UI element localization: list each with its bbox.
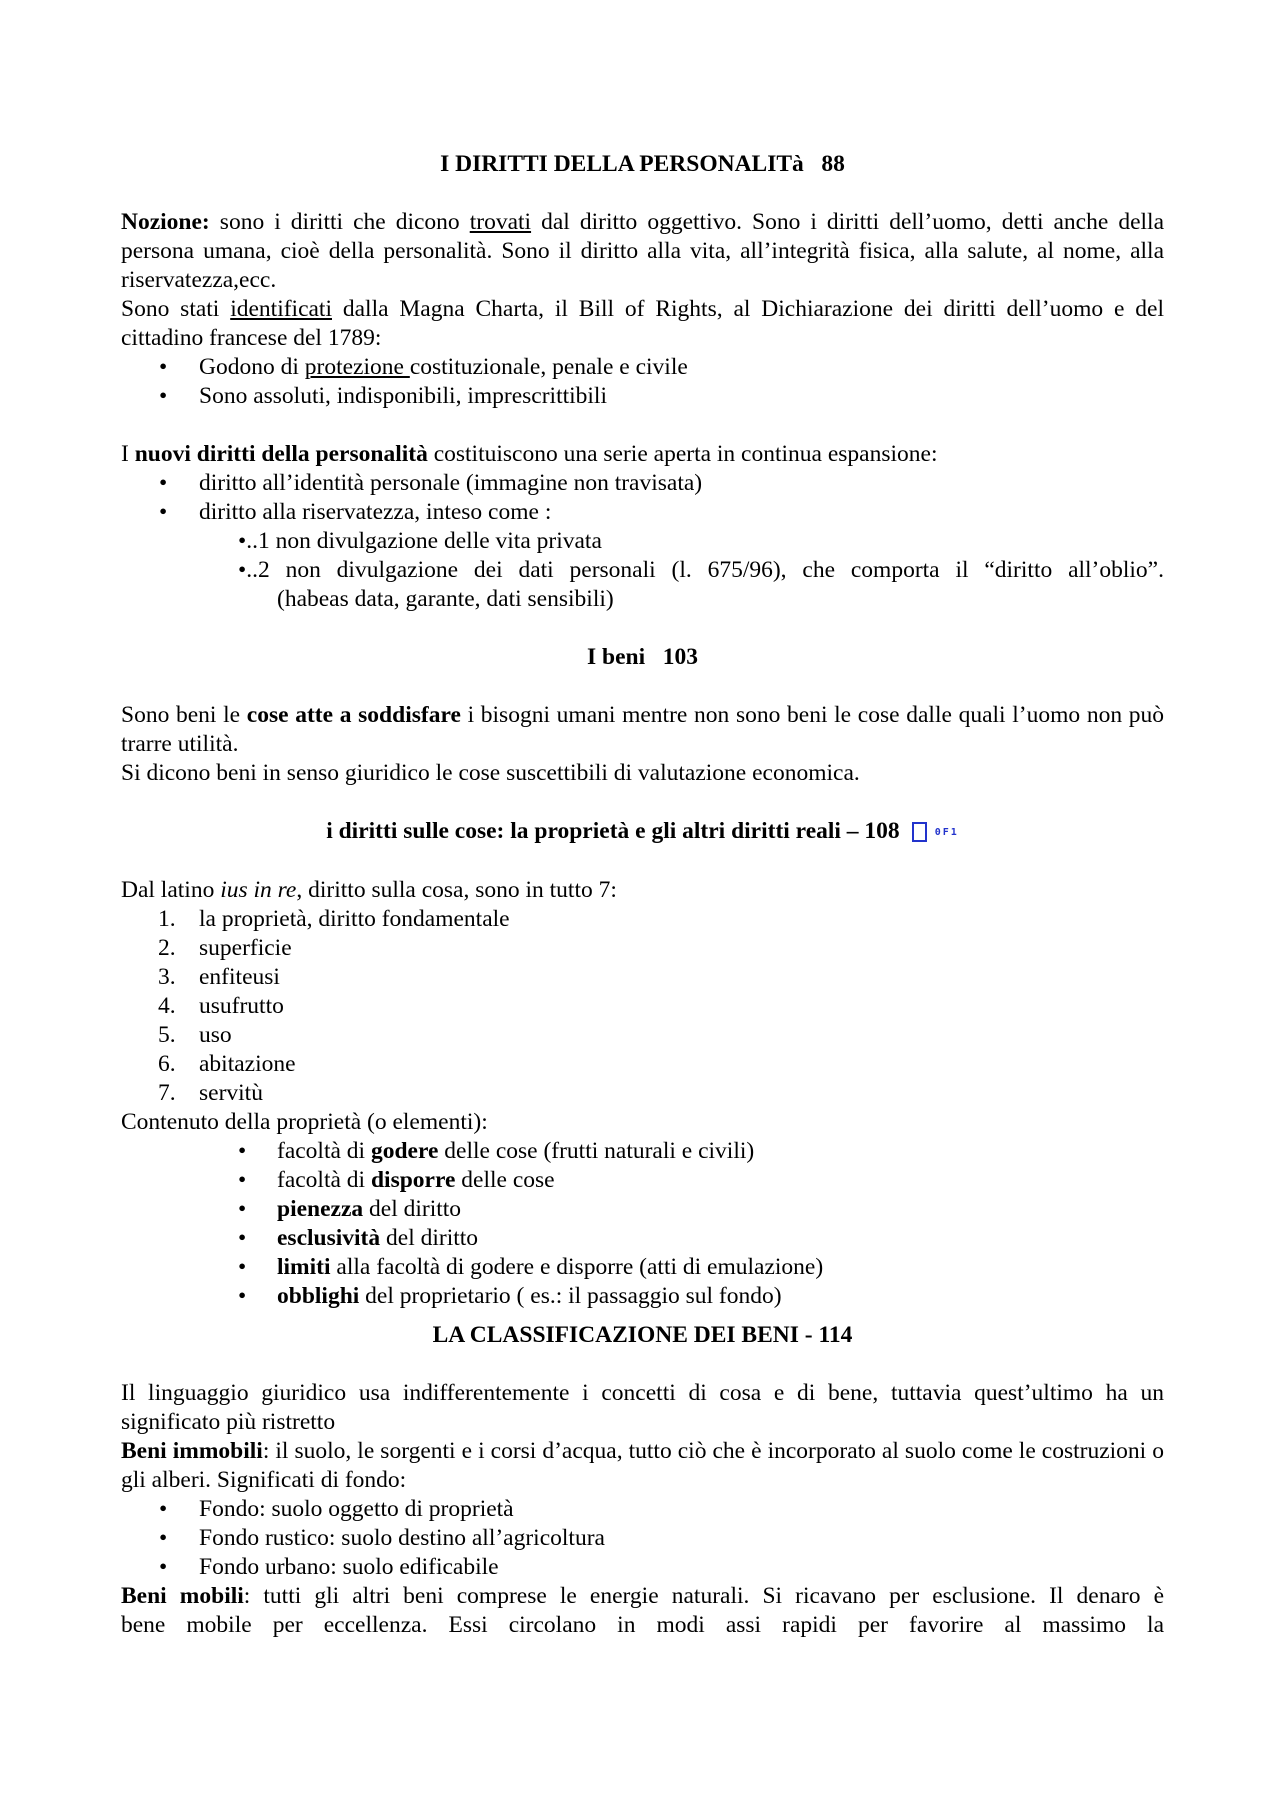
bullet-icon: •: [238, 1254, 247, 1281]
bullet-icon: •: [159, 1496, 168, 1523]
paragraph-senso-giuridico: Si dicono beni in senso giuridico le cose suscettibili di valutazione economica.: [121, 760, 860, 786]
list-item: • esclusività del diritto: [238, 1225, 479, 1252]
list-item: 1. la proprietà, diritto fondamentale: [158, 906, 510, 933]
list-item: • diritto all’identità personale (immagine non travisata): [159, 470, 703, 496]
paragraph-ius-in-re: Dal latino ius in re, diritto sulla cosa, sono in tutto 7:: [121, 877, 617, 904]
paragraph-contenuto: Contenuto della proprietà (o elementi):: [121, 1109, 488, 1136]
list-item: 4. usufrutto: [158, 993, 284, 1020]
list-item: • Fondo rustico: suolo destino all’agricoltura: [159, 1525, 605, 1552]
bullet-icon: •: [238, 1283, 247, 1310]
bullet-icon: •: [159, 354, 168, 380]
list-item: • facoltà di godere delle cose (frutti naturali e civili): [238, 1138, 755, 1165]
paragraph-nozione: Nozione: sono i diritti che dicono trovati dal diritto oggettivo. Sono i diritti dell’uomo, detti anche della persona umana, cioè della personalità. Sono il diritto alla vita, all’integrità fisica, alla salute, al nome, alla riservatezza,ecc.: [121, 209, 1165, 293]
numbered-list: [121, 905, 1164, 1108]
list-item: • Sono assoluti, indisponibili, imprescrittibili: [159, 383, 607, 409]
list-item: 2. superficie: [158, 935, 292, 962]
nozione-label: Nozione:: [121, 209, 210, 235]
heading-beni: I beni 103: [587, 644, 698, 670]
list-item: • diritto alla riservatezza, inteso come :: [159, 499, 552, 525]
list-item: • obblighi del proprietario ( es.: il passaggio sul fondo): [238, 1283, 782, 1310]
heading-classificazione-beni: LA CLASSIFICAZIONE DEI BENI - 114: [432, 1322, 853, 1349]
bullet-icon: •: [238, 1196, 247, 1223]
document-page: [121, 150, 1164, 1640]
paragraph-beni: Sono beni le cose atte a soddisfare i bisogni umani mentre non sono beni le cose dalle quali l’uomo non può trarre utilità.: [121, 702, 1164, 757]
list-item: 7. servitù: [158, 1080, 263, 1107]
list-item: • pienezza del diritto: [238, 1196, 462, 1223]
heading-diritti-reali: i diritti sulle cose: la proprietà e gli altri diritti reali – 108 0F1: [121, 817, 1164, 847]
paragraph-nuovi-diritti: I nuovi diritti della personalità costituiscono una serie aperta in continua espansione:: [121, 441, 938, 467]
list-item: • Fondo urbano: suolo edificabile: [159, 1554, 499, 1581]
list-item: • facoltà di disporre delle cose: [238, 1167, 555, 1194]
paragraph-beni-immobili: Beni immobili: il suolo, le sorgenti e i corsi d’acqua, tutto ciò che è incorporato al suolo come le costruzioni o gli alberi. Significati di fondo:: [121, 1438, 1164, 1494]
list-item: 3. enfiteusi: [158, 964, 280, 991]
bullet-icon: •: [238, 1225, 247, 1252]
bullet-icon: •: [159, 470, 168, 496]
bullet-icon: •: [238, 1167, 247, 1194]
list-item: 6. abitazione: [158, 1051, 296, 1078]
sub-list-item: •..2 non divulgazione dei dati personali (l. 675/96), che comporta il “diritto all’oblio”. (habeas data, garante, dati sensibili): [238, 557, 1164, 612]
list-item: • limiti alla facoltà di godere e disporre (atti di emulazione): [238, 1254, 824, 1281]
bullet-icon: •: [238, 1138, 247, 1165]
paragraph-beni-mobili-continued: bene mobile per eccellenza. Essi circolano in modi assi rapidi per favorire al massimo la: [121, 1612, 1164, 1639]
bullet-icon: •: [159, 383, 168, 409]
field-tag-icon: 0F1: [912, 818, 959, 847]
list-item: 5. uso: [158, 1022, 232, 1049]
paragraph-identificati: Sono stati identificati dalla Magna Charta, il Bill of Rights, al Dichiarazione dei diritti dell’uomo e del cittadino francese del 1789:: [121, 296, 1165, 351]
paragraph-beni-mobili: Beni mobili: tutti gli altri beni comprese le energie naturali. Si ricavano per esclusione. Il denaro è: [121, 1583, 1164, 1610]
list-item: • Fondo: suolo oggetto di proprietà: [159, 1496, 514, 1523]
bullet-icon: •: [159, 499, 168, 525]
bullet-icon: •: [159, 1525, 168, 1552]
heading-diritti-personalita: I DIRITTI DELLA PERSONALITà 88: [440, 151, 845, 177]
sub-list-item: •..1 non divulgazione delle vita privata: [238, 528, 602, 554]
bullet-icon: •: [159, 1554, 168, 1581]
paragraph-linguaggio-giuridico: Il linguaggio giuridico usa indifferentemente i concetti di cosa e di bene, tuttavia quest’ultimo ha un significato più ristretto: [121, 1380, 1164, 1436]
list-item: • Godono di protezione costituzionale, penale e civile: [159, 354, 688, 380]
